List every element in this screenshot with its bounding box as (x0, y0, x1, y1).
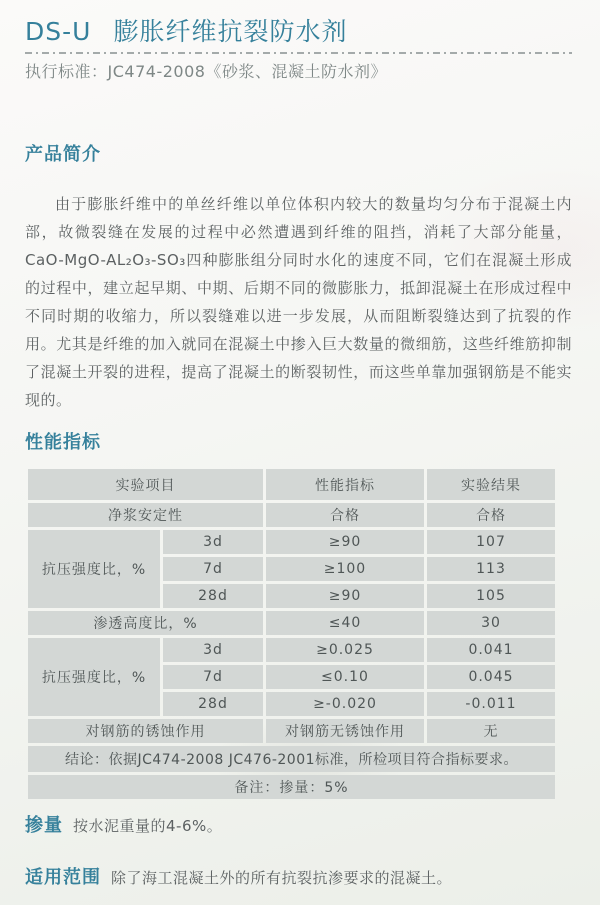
table-row-corrosion (28, 719, 555, 743)
cell-item: 对钢筋的锈蚀作用 (28, 719, 263, 743)
cell-spec: ≥100 (266, 557, 424, 581)
dosage-heading: 掺量 (25, 815, 63, 836)
col-header-item: 实验项目 (28, 469, 263, 500)
page-title (25, 16, 572, 48)
cell-spec: ≤40 (266, 611, 424, 635)
cell-age: 28d (163, 692, 263, 716)
cell-result: -0.011 (427, 692, 555, 716)
cell-result: 无 (427, 719, 555, 743)
cell-spec: ≥90 (266, 584, 424, 608)
cell-age: 28d (163, 584, 263, 608)
remark-text: 备注：掺量：5% (28, 775, 555, 799)
standard-line (25, 60, 572, 84)
dosage-text: 按水泥重量的4-6%。 (73, 817, 223, 835)
dosage-section (25, 814, 572, 838)
product-name: 膨胀纤维抗裂防水剂 (113, 17, 348, 46)
table-row-group1-3d (28, 530, 555, 554)
cell-age: 7d (163, 665, 263, 689)
group2-label: 抗压强度比，% (28, 638, 160, 716)
table-row-group2-3d (28, 638, 555, 662)
cell-item: 渗透高度比，% (28, 611, 263, 635)
title-divider (25, 52, 572, 54)
cell-spec: ≤0.10 (266, 665, 424, 689)
intro-heading: 产品简介 (25, 144, 101, 165)
table-row-penetration (28, 611, 555, 635)
cell-result: 0.045 (427, 665, 555, 689)
cell-result: 30 (427, 611, 555, 635)
col-header-result: 实验结果 (427, 469, 555, 500)
performance-table (25, 466, 558, 802)
conclusion-text: 结论：依据JC474-2008 JC476-2001标准，所检项目符合指标要求。 (28, 746, 555, 772)
cell-result: 113 (427, 557, 555, 581)
cell-item: 净浆安定性 (28, 503, 263, 527)
cell-spec: ≥-0.020 (266, 692, 424, 716)
cell-spec: 合格 (266, 503, 424, 527)
performance-heading: 性能指标 (25, 432, 101, 453)
standard-label: 执行标准： (25, 62, 108, 81)
table-row-conclusion (28, 746, 555, 772)
cell-result: 105 (427, 584, 555, 608)
cell-result: 0.041 (427, 638, 555, 662)
table-row-remark (28, 775, 555, 799)
cell-spec: ≥0.025 (266, 638, 424, 662)
scope-heading: 适用范围 (25, 867, 101, 888)
cell-age: 7d (163, 557, 263, 581)
cell-spec: ≥90 (266, 530, 424, 554)
cell-result: 合格 (427, 503, 555, 527)
col-header-spec: 性能指标 (266, 469, 424, 500)
table-header-row (28, 469, 555, 500)
product-code: DS-U (25, 17, 92, 46)
cell-age: 3d (163, 638, 263, 662)
standard-value: JC474-2008《砂浆、混凝土防水剂》 (107, 62, 387, 81)
scope-text: 除了海工混凝土外的所有抗裂抗渗要求的混凝土。 (111, 869, 453, 887)
scope-section (25, 866, 572, 890)
intro-paragraph: 由于膨胀纤维中的单丝纤维以单位体积内较大的数量均匀分布于混凝土内部，故微裂缝在发展的过程中必然遭遇到纤维的阻挡，消耗了大部分能量，CaO-MgO-AL₂O₃-SO₃四种膨胀组分同时水化的速度不同，它们在混凝土形成的过程中，建立起早期、中期、后期不同的微膨胀力，抵卸混凝土在形成过程中不同时期的收缩力，所以裂缝难以进一步发展，从而阻断裂缝达到了抗裂的作用。尤其是纤维的加入就同在混凝土中掺入巨大数量的微细筋，这些纤维筋抑制了混凝土开裂的进程，提高了混凝土的断裂韧性，而这些单靠加强钢筋是不能实现的。 (25, 195, 572, 409)
cell-age: 3d (163, 530, 263, 554)
group1-label: 抗压强度比，% (28, 530, 160, 608)
cell-result: 107 (427, 530, 555, 554)
table-row-stability (28, 503, 555, 527)
cell-spec: 对钢筋无锈蚀作用 (266, 719, 424, 743)
